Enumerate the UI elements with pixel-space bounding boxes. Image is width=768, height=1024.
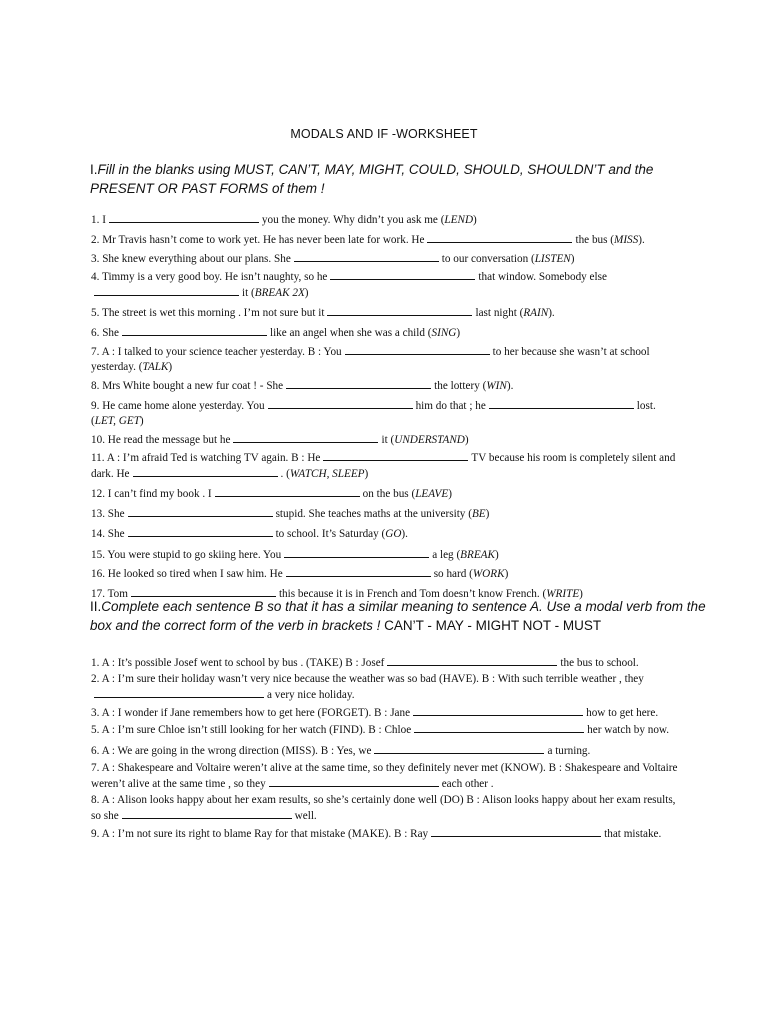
list-item: 13. She stupid. She teaches maths at the university (BE) — [91, 505, 681, 522]
answer-blank[interactable] — [413, 704, 583, 716]
answer-blank[interactable] — [94, 284, 239, 296]
list-item: 5. The street is wet this morning . I’m not sure but it last night (RAIN). — [91, 304, 681, 321]
answer-blank[interactable] — [286, 565, 431, 577]
answer-blank[interactable] — [294, 250, 439, 262]
answer-blank[interactable] — [269, 775, 439, 787]
answer-blank[interactable] — [431, 825, 601, 837]
list-item: 16. He looked so tired when I saw him. He so hard (WORK) — [91, 565, 681, 582]
answer-blank[interactable] — [122, 807, 292, 819]
answer-blank[interactable] — [109, 211, 259, 223]
answer-blank[interactable] — [268, 397, 413, 409]
list-item: 2. A : I’m sure their holiday wasn’t very nice because the weather was so bad (HAVE). B : With such terrible weather , theya very nice holiday. — [91, 672, 644, 702]
section-1-instruction-text: Fill in the blanks using MUST, CAN’T, MAY, MIGHT, COULD, SHOULD, SHOULDN’T and the PRESENT OR PAST FORMS of them ! — [90, 162, 654, 196]
list-item: 6. She like an angel when she was a child (SING) — [91, 324, 681, 341]
section-2-instruction — [90, 597, 710, 635]
answer-blank[interactable] — [286, 377, 431, 389]
list-item: 5. A : I’m sure Chloe isn’t still looking for her watch (FIND). B : Chloe her watch by now. — [91, 721, 681, 738]
list-item: 15. You were stupid to go skiing here. You a leg (BREAK) — [91, 546, 681, 563]
list-item: 3. A : I wonder if Jane remembers how to get here (FORGET). B : Jane how to get here. — [91, 704, 681, 721]
list-item: 14. She to school. It’s Saturday (GO). — [91, 525, 681, 542]
list-item: 7. A : Shakespeare and Voltaire weren’t alive at the same time, so they definitely never met (KNOW). B : Shakespeare and Voltaire weren’t alive at the same time , so they each other . — [91, 761, 678, 791]
modal-verb-box: CAN’T - MAY - MIGHT NOT - MUST — [384, 618, 602, 633]
list-item: 3. She knew everything about our plans. She to our conversation (LISTEN) — [91, 250, 681, 267]
answer-blank[interactable] — [427, 231, 572, 243]
section-1-instruction — [90, 160, 710, 198]
worksheet-title: MODALS AND IF -WORKSHEET — [290, 127, 478, 141]
answer-blank[interactable] — [133, 465, 278, 477]
list-item: 8. A : Alison looks happy about her exam results, so she’s certainly done well (DO) B : Alison looks happy about her exam results, so she well. — [91, 793, 676, 823]
answer-blank[interactable] — [323, 449, 468, 461]
section-2-roman: II. — [90, 599, 102, 614]
section-1-list — [91, 211, 681, 604]
list-item: 6. A : We are going in the wrong direction (MISS). B : Yes, we a turning. — [91, 742, 681, 759]
answer-blank[interactable] — [233, 431, 378, 443]
answer-blank[interactable] — [330, 268, 475, 280]
list-item: 2. Mr Travis hasn’t come to work yet. He has never been late for work. He the bus (MISS). — [91, 231, 681, 248]
answer-blank[interactable] — [128, 505, 273, 517]
list-item: 1. A : It’s possible Josef went to school by bus . (TAKE) B : Josef the bus to school. — [91, 654, 681, 671]
answer-blank[interactable] — [387, 654, 557, 666]
answer-blank[interactable] — [128, 525, 273, 537]
section-2-list — [91, 654, 681, 843]
list-item: 12. I can’t find my book . I on the bus (LEAVE) — [91, 485, 681, 502]
list-item: 4. Timmy is a very good boy. He isn’t naughty, so he that window. Somebody elseit (BREAK 2X) — [91, 268, 681, 301]
list-item: 11. A : I’m afraid Ted is watching TV again. B : He TV because his room is completely silent and dark. He . (WATCH, SLEEP) — [91, 449, 681, 482]
list-item: 10. He read the message but he it (UNDERSTAND) — [91, 431, 681, 448]
section-2-instruction-text: Complete each sentence B so that it has a similar meaning to sentence A. Use a modal verb from the box and the correct form of the verb in brackets ! — [90, 599, 706, 633]
list-item: 9. A : I’m not sure its right to blame Ray for that mistake (MAKE). B : Ray that mistake. — [91, 825, 681, 842]
list-item: 8. Mrs White bought a new fur coat ! - She the lottery (WIN). — [91, 377, 681, 394]
list-item: 9. He came home alone yesterday. You him do that ; he lost. (LET, GET) — [91, 397, 681, 428]
answer-blank[interactable] — [215, 485, 360, 497]
answer-blank[interactable] — [122, 324, 267, 336]
answer-blank[interactable] — [489, 397, 634, 409]
list-item: 17. Tom this because it is in French and Tom doesn’t know French. (WRITE) — [91, 585, 681, 602]
answer-blank[interactable] — [345, 343, 490, 355]
answer-blank[interactable] — [94, 686, 264, 698]
answer-blank[interactable] — [131, 585, 276, 597]
answer-blank[interactable] — [327, 304, 472, 316]
answer-blank[interactable] — [374, 742, 544, 754]
list-item: 1. I you the money. Why didn’t you ask me (LEND) — [91, 211, 681, 228]
answer-blank[interactable] — [414, 721, 584, 733]
answer-blank[interactable] — [284, 546, 429, 558]
section-1-roman: I. — [90, 162, 98, 177]
list-item: 7. A : I talked to your science teacher yesterday. B : You to her because she wasn’t at school yesterday. (TALK) — [91, 343, 681, 374]
